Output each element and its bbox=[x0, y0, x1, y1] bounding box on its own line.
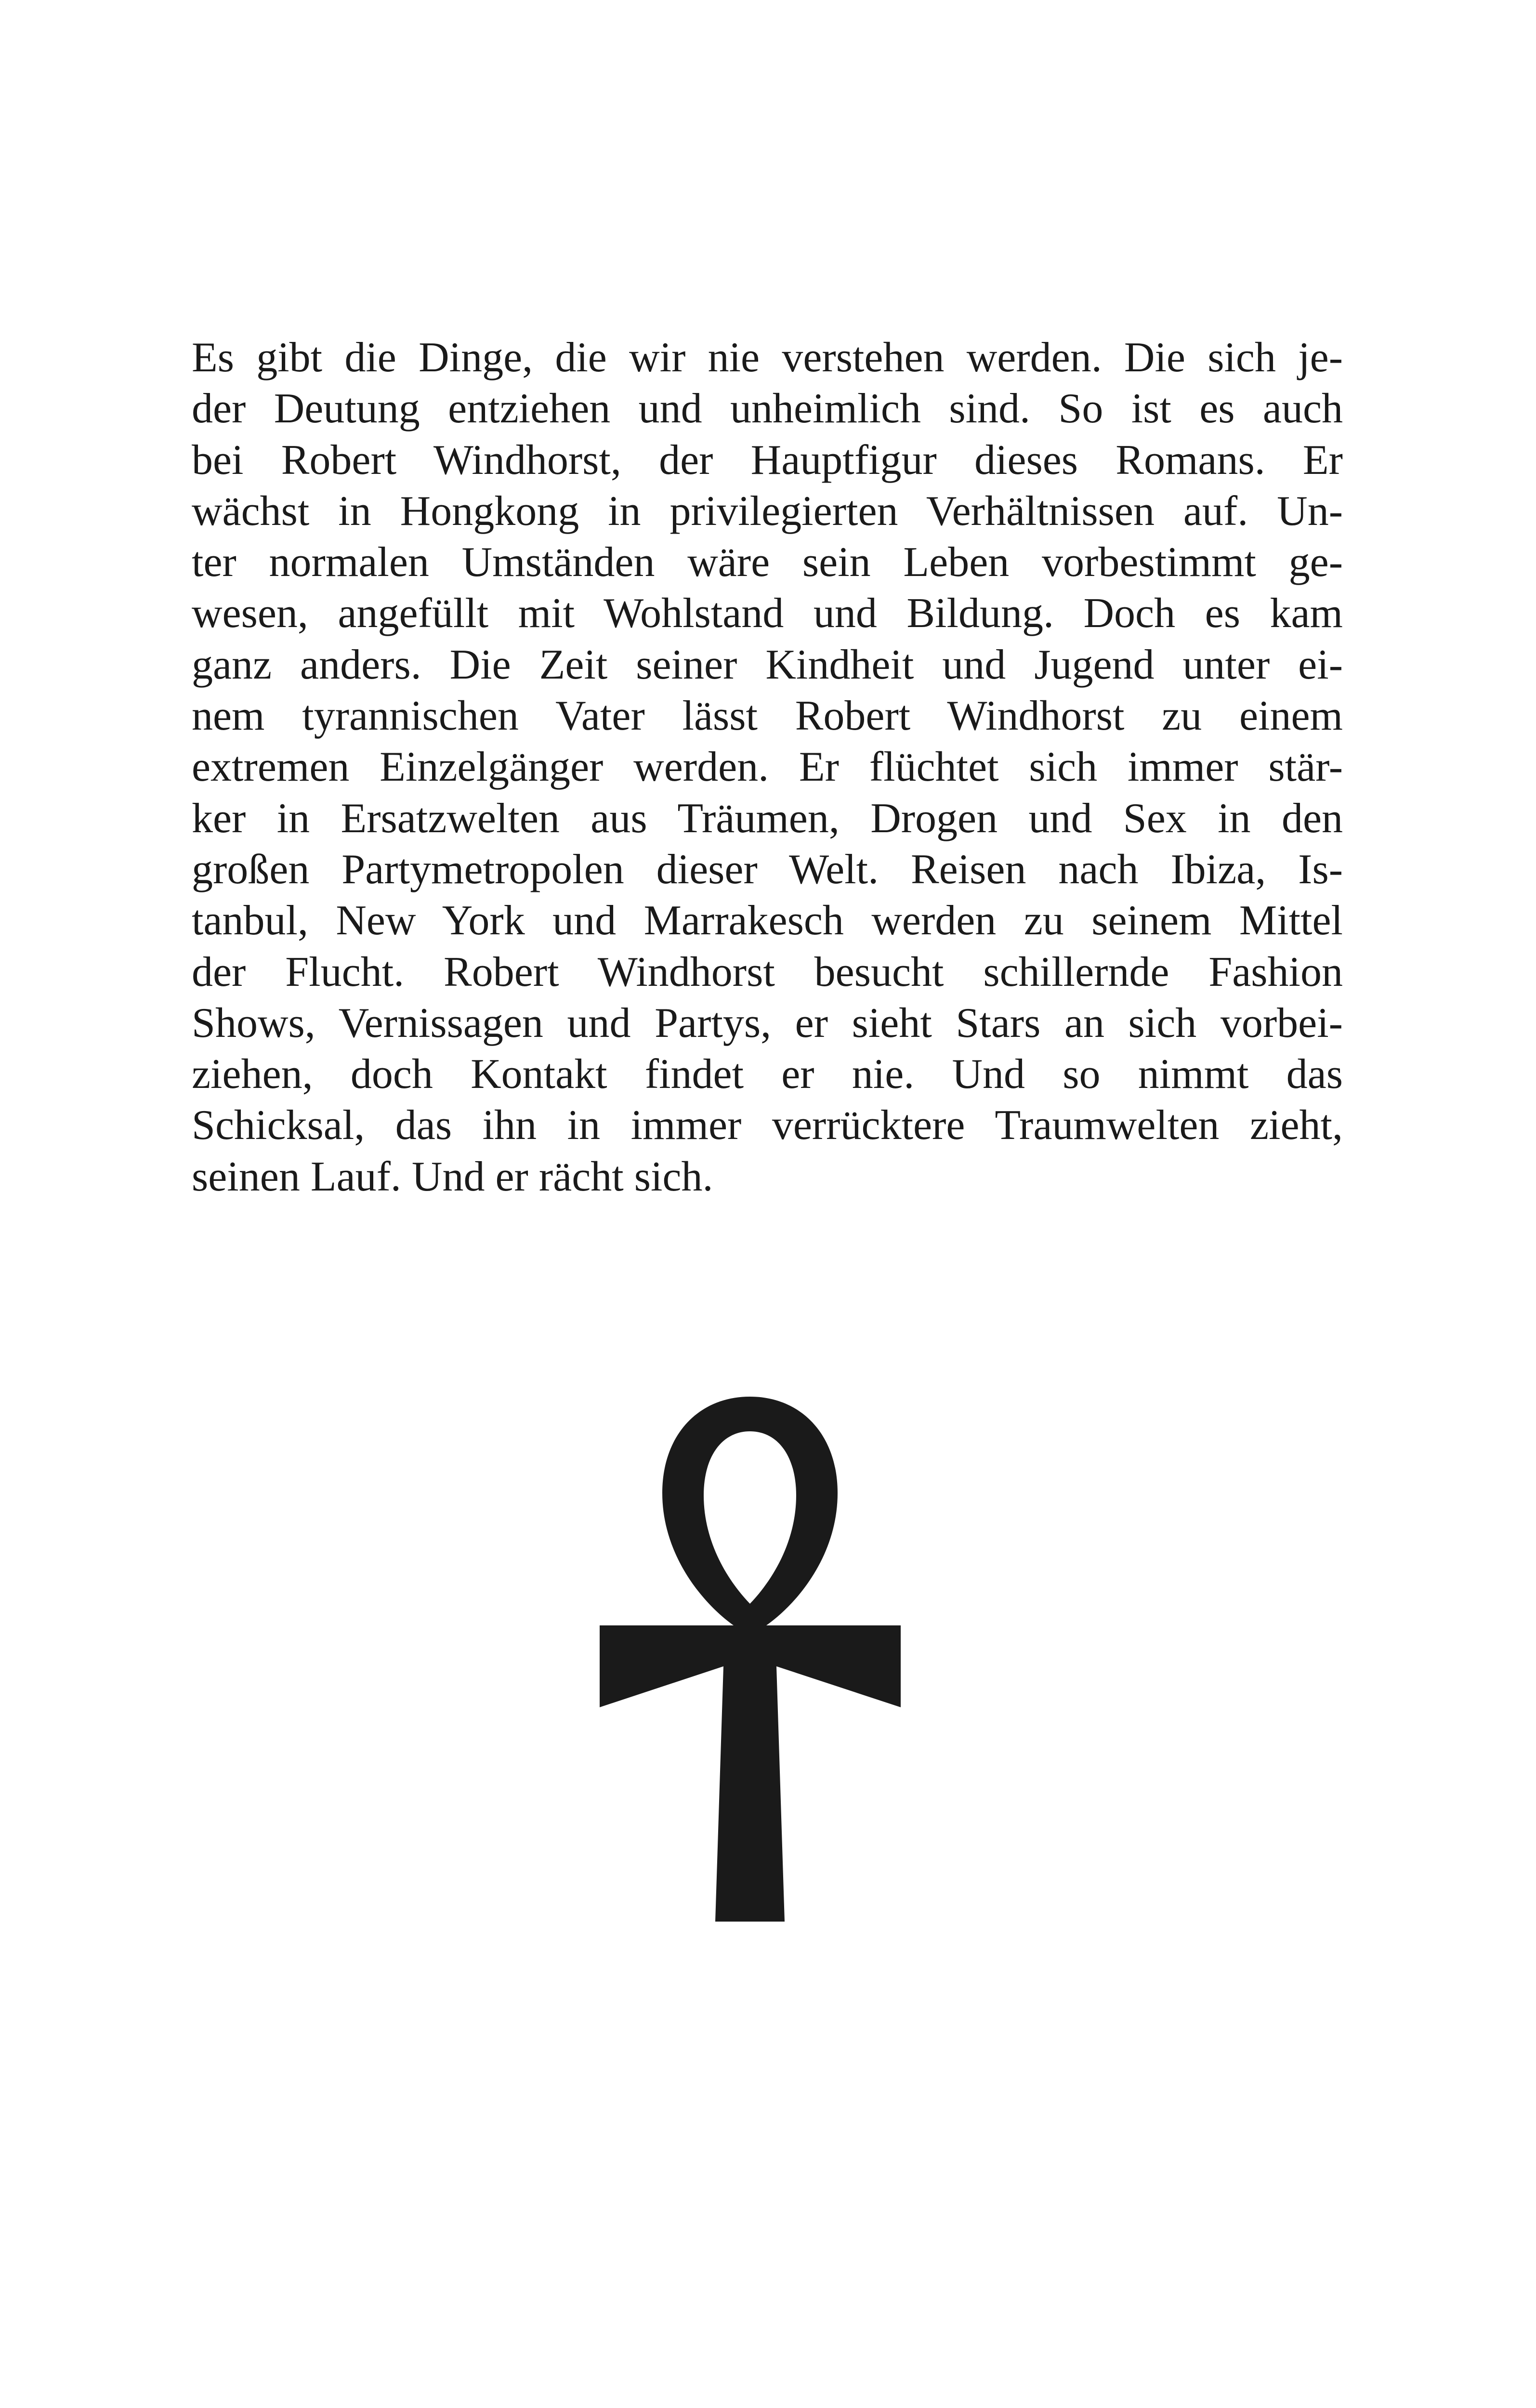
paragraph-line: tanbul, New York und Marrakesch werden zu seinem Mittel bbox=[192, 897, 1343, 944]
paragraph-line: ter normalen Umständen wäre sein Leben vorbestimmt ge- bbox=[192, 539, 1343, 586]
paragraph-line: der Deutung entziehen und unheimlich sind. So ist es auch bbox=[192, 385, 1343, 432]
paragraph-line: der Flucht. Robert Windhorst besucht schillernde Fashion bbox=[192, 948, 1343, 995]
paragraph-line: Es gibt die Dinge, die wir nie verstehen werden. Die sich je- bbox=[192, 334, 1343, 381]
paragraph-line: ziehen, doch Kontakt findet er nie. Und so nimmt das bbox=[192, 1051, 1343, 1098]
paragraph-line: wächst in Hongkong in privilegierten Verhältnissen auf. Un- bbox=[192, 487, 1343, 535]
paragraph-line: extremen Einzelgänger werden. Er flüchtet sich immer stär- bbox=[192, 744, 1343, 791]
paragraph-line: ganz anders. Die Zeit seiner Kindheit und Jugend unter ei- bbox=[192, 641, 1343, 688]
paragraph-line: wesen, angefüllt mit Wohlstand und Bildung. Doch es kam bbox=[192, 590, 1343, 637]
paragraph-line: ker in Ersatzwelten aus Träumen, Drogen und Sex in den bbox=[192, 795, 1343, 842]
paragraph-line: seinen Lauf. Und er rächt sich. bbox=[192, 1153, 713, 1200]
paragraph-line: nem tyrannischen Vater lässt Robert Windhorst zu einem bbox=[192, 693, 1343, 740]
paragraph-line: Shows, Vernissagen und Partys, er sieht Stars an sich vorbei- bbox=[192, 999, 1343, 1047]
ankh-icon bbox=[600, 1397, 901, 1922]
paragraph-line: bei Robert Windhorst, der Hauptfigur dieses Romans. Er bbox=[192, 436, 1343, 484]
paragraph-line: Schicksal, das ihn in immer verrücktere Traumwelten zieht, bbox=[192, 1102, 1343, 1149]
blurb-paragraph bbox=[192, 332, 1343, 1203]
paragraph-line: großen Partymetropolen dieser Welt. Reisen nach Ibiza, Is- bbox=[192, 846, 1343, 893]
